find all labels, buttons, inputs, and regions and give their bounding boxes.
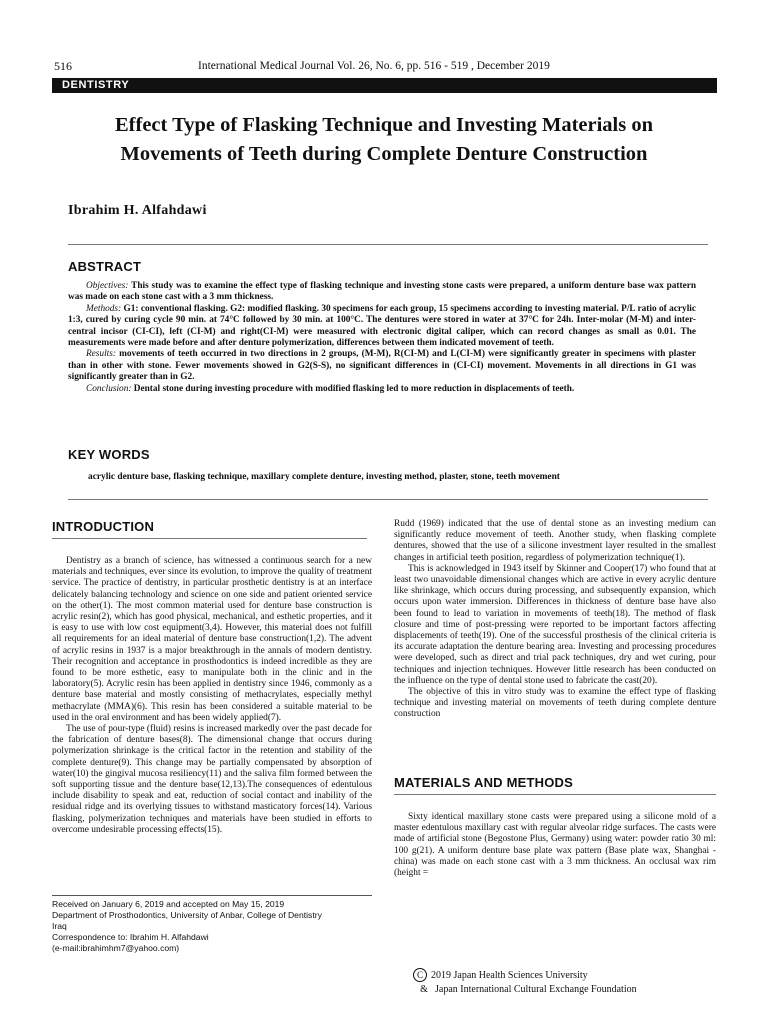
methods-heading: MATERIALS AND METHODS <box>394 775 573 790</box>
abstract-heading: ABSTRACT <box>68 259 142 274</box>
article-footnote <box>52 899 322 954</box>
copyright-text-2: Japan International Cultural Exchange Foundation <box>435 984 637 995</box>
copyright-line-1 <box>413 968 637 983</box>
country: Iraq <box>52 921 67 931</box>
intro-paragraph-5: The objective of this in vitro study was to examine the effect type of flasking technique and investing material on movements of teeth during complete denture construction <box>394 687 716 720</box>
intro-paragraph-3: Rudd (1969) indicated that the use of dental stone as an investing medium can significantly reduce movement of teeth. Another study, when flasking complete dentures, showed that the use of a silicone investment layer resulted in the smallest changes in artificial teeth position, regardless of polymerization technique(1). <box>394 519 716 563</box>
methods-paragraph-1: Sixty identical maxillary stone casts were prepared using a silicone mold of a master edentulous maxillary cast with regular alveolar ridge surfaces. The casts were made of artificial stone (Begostone Plus, Germany) using water: powder ratio 30 ml: 100 g(21). A uniform denture base plate wax pattern (Base plate wax, Shanghai - china) was made on each stone cast with a 3 mm thickness. An occlusal wax rim (height = <box>394 812 716 879</box>
section-label: DENTISTRY <box>52 78 717 93</box>
abstract-objectives <box>68 281 696 304</box>
intro-paragraph-4: This is acknowledged in 1943 itself by Skinner and Cooper(17) who found that at least two unavoidable dimensional changes which are active in every acrylic denture like shrinkage, which occurs during processing, and subsequently expansion, which occurs upon water immersion. Differences in thickness of denture base have also been found to lead to variation in movements of teeth(18). The method of flask closure and time of post-pressing were reported to be important factors affecting displacements of teeth(19). One of the successful prosthesis of the clinical criteria is its accurate adaptation the denture bearing area. Investing and processing procedures were developed, such as direct and trial pack techniques, dry and wet curing, pour techniques and injection techniques. However little research has been conducted on the influence on the type of dental stone used to fabricate the cast(20). <box>394 563 716 686</box>
methods-column <box>394 812 716 879</box>
introduction-heading: INTRODUCTION <box>52 519 155 534</box>
results-text: movements of teeth occurred in two directions in 2 groups, (M-M), R(CI-M) and L(CI-M) were significantly greater in specimens with plaster than in other with stone. Fewer movements showed in G2(S-S), no significant differences in (CI-CI) movement. Movements in all directions in G1 was significantly greater than in G2. <box>68 349 696 383</box>
abstract-methods <box>68 304 696 350</box>
keywords-text: acrylic denture base, flasking technique, maxillary complete denture, investing method, plaster, stone, teeth movement <box>88 472 560 482</box>
divider <box>68 499 708 500</box>
ampersand: & <box>420 984 428 995</box>
results-label: Results: <box>86 349 116 360</box>
divider <box>68 244 708 245</box>
copyright-icon: C <box>413 968 427 982</box>
footer-divider <box>52 895 372 896</box>
abstract-results <box>68 349 696 383</box>
title-line-2: Movements of Teeth during Complete Denture Construction <box>120 143 648 165</box>
title-line-1: Effect Type of Flasking Technique and Investing Materials on <box>115 114 653 136</box>
methods-label: Methods: <box>86 303 122 314</box>
copyright-line-2 <box>413 983 637 997</box>
intro-paragraph-2: The use of pour-type (fluid) resins is increased markedly over the past decade for the fabrication of denture bases(8). The dimensional change that occurs during polymerization shrinkage is the critical factor in the retention and stability of the complete denture(9). This change may be partially compensated by absorption of water(10) the gingival mucosa resiliency(11) and the saliva film formed between the soft supporting tissue and the denture base(12,13).The consequences of edentulous include disability to speak and eat, reduction of social contact and inability of the residual ridge and its overlying tissues to withstand masticatory forces(14). Various flasking, polymerization techniques and materials have been studied in efforts to overcome undesirable processing effects(15). <box>52 724 372 835</box>
copyright-block <box>413 968 637 997</box>
objectives-label: Objectives: <box>86 281 129 291</box>
page-number: 516 <box>54 59 72 73</box>
author-name: Ibrahim H. Alfahdawi <box>68 203 207 218</box>
email: (e-mail:ibrahimhm7@yahoo.com) <box>52 943 180 953</box>
divider <box>52 538 367 539</box>
divider <box>394 794 716 795</box>
copyright-text-1: 2019 Japan Health Sciences University <box>431 970 588 981</box>
objectives-text: This study was to examine the effect type of flasking technique and investing stone casts were prepared, a uniform denture base wax pattern was made on each stone cast with a 3 mm thickness. <box>68 281 696 303</box>
methods-text: G1: conventional flasking. G2: modified flasking. 30 specimens for each group, 15 specimens according to investing material. P/L ratio of acrylic 1:3, cured by curing cycle 90 min. at 74°C followed by 30 min. at 100°C. The dentures were stored in water at 37°C for 24h. Inter-molar (M-M) and inter-central incisor (CI-CI), left (CI-M) and right(CI-M) were measured with electronic digital caliper, which can record changes as small as 0.01. The measurements were made before and after denture polymerization, differences between them indicated movement of teeth. <box>68 303 696 349</box>
journal-citation: International Medical Journal Vol. 26, No. 6, pp. 516 - 519 , December 2019 <box>198 60 550 72</box>
introduction-left-column <box>52 556 372 836</box>
article-title <box>40 111 728 169</box>
abstract-body <box>68 281 696 395</box>
conclusion-text: Dental stone during investing procedure with modified flasking led to more reduction in displacements of teeth. <box>133 383 575 394</box>
introduction-right-column <box>394 519 716 721</box>
received-date: Received on January 6, 2019 and accepted on May 15, 2019 <box>52 899 285 909</box>
abstract-conclusion <box>68 384 696 395</box>
correspondence: Correspondence to: Ibrahim H. Alfahdawi <box>52 932 209 942</box>
intro-paragraph-1: Dentistry as a branch of science, has witnessed a continuous search for a new materials and techniques, ever since its evolution, to improve the quality of treatment service. The practice of dentistry, in particular prosthetic dentistry is at an interface delicately balancing technology and science on one side and patient oriented service on the other(1). The most common material used for denture base construction is acrylic resin(2), which has good physical, mechanical, and esthetic properties, and it is easy to use with low cost equipment(3,4). However, this material does not fulfill all requirements for an ideal material of denture base construction(1,2). The advent of acrylic resins in 1937 is a major breakthrough in the annals of modern dentistry. Their recognition and acceptance in prosthodontics is indeed incredible as they are found to be more esthetic, easy to manipulate both in the clinic and in the laboratory(5). Acrylic resin has been applied in dentistry since 1946, commonly as a denture base material and mostly consisting of methacrylates, especially methyl methacrylate (MMA)(6). This resin has been considered a suitable material to be used in the oral environment and has been widely applied(7). <box>52 556 372 723</box>
department: Department of Prosthodontics, University of Anbar, College of Dentistry <box>52 910 322 920</box>
keywords-heading: KEY WORDS <box>68 447 150 462</box>
conclusion-label: Conclusion: <box>86 383 132 394</box>
